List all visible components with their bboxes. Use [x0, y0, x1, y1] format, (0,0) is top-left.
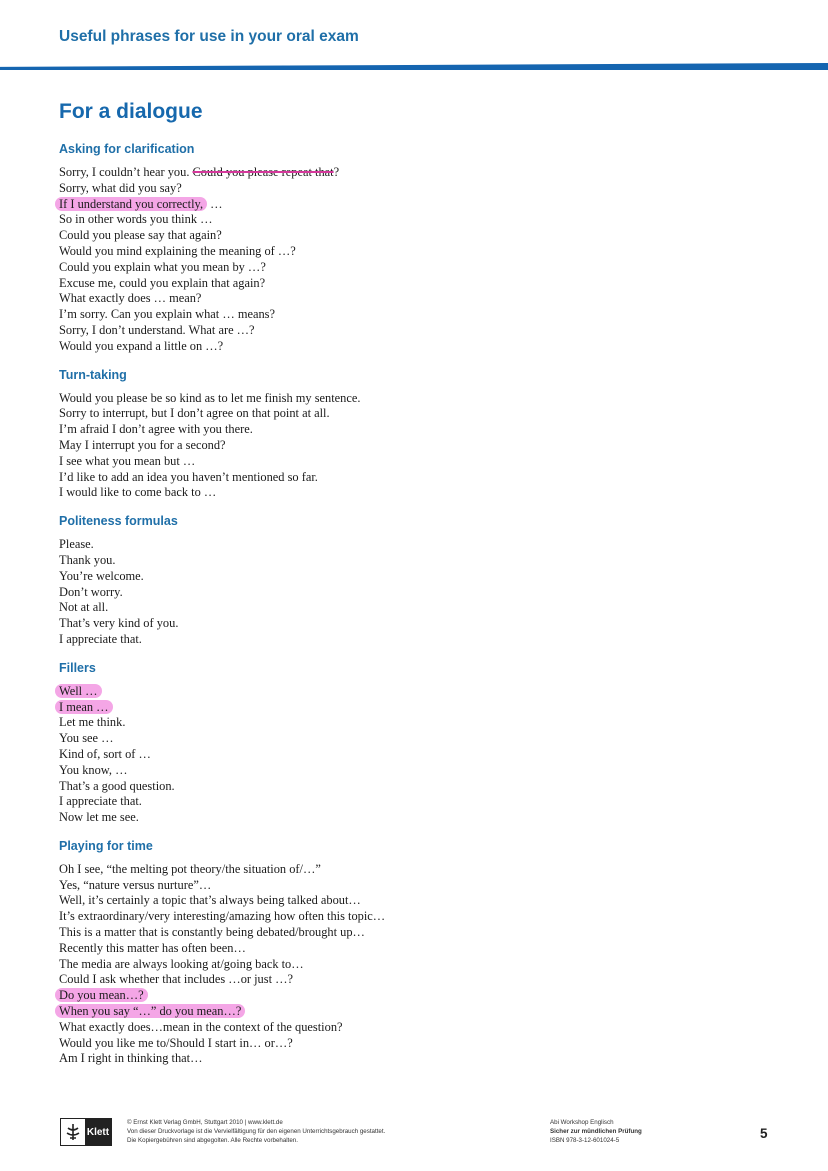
section-heading: Politeness formulas — [59, 514, 178, 529]
phrase-item — [59, 470, 619, 486]
phrase-text: I see what you mean but … — [59, 453, 196, 468]
phrase-item — [59, 1004, 619, 1020]
phrase-item — [59, 600, 619, 616]
book-title: Sicher zur mündlichen Prüfung — [550, 1128, 642, 1135]
phrase-item — [59, 862, 619, 878]
page-number: 5 — [760, 1126, 768, 1141]
page-title: For a dialogue — [59, 100, 203, 123]
phrase-item — [59, 569, 619, 585]
phrase-item — [59, 165, 619, 181]
phrase-item — [59, 779, 619, 795]
phrase-item — [59, 700, 619, 716]
phrase-item — [59, 632, 619, 648]
phrase-item — [59, 763, 619, 779]
phrase-text: This is a matter that is constantly being debated/brought up… — [59, 925, 365, 940]
phrase-item — [59, 731, 619, 747]
klett-logo-icon — [61, 1119, 85, 1145]
phrase-item — [59, 454, 619, 470]
phrase-item — [59, 1051, 619, 1067]
phrase-item — [59, 537, 619, 553]
header-rule — [0, 63, 828, 70]
phrase-text: I would like to come back to … — [59, 485, 217, 500]
phrase-text: I’m afraid I don’t agree with you there. — [59, 422, 253, 437]
phrase-item — [59, 438, 619, 454]
phrase-list — [59, 684, 619, 826]
phrase-text: May I interrupt you for a second? — [59, 437, 226, 452]
phrase-item — [59, 1020, 619, 1036]
phrase-text: You see … — [59, 731, 114, 746]
phrase-text: I appreciate that. — [59, 794, 142, 809]
highlighted-text: When you say “…” do you mean…? — [55, 1004, 245, 1018]
phrase-item — [59, 957, 619, 973]
phrase-text: Yes, “nature versus nurture”… — [59, 877, 212, 892]
phrase-text: Sorry, what did you say? — [59, 180, 182, 195]
phrase-text: Could you please say that again? — [59, 228, 222, 243]
phrase-item — [59, 323, 619, 339]
book-isbn: ISBN 978-3-12-601024-5 — [550, 1137, 620, 1144]
phrase-text: Would you mind explaining the meaning of …? — [59, 243, 296, 258]
phrase-item — [59, 747, 619, 763]
phrase-item — [59, 291, 619, 307]
phrase-item — [59, 585, 619, 601]
publisher-logo — [60, 1118, 112, 1146]
phrase-text: Well, it’s certainly a topic that’s always being talked about… — [59, 893, 361, 908]
phrase-list — [59, 862, 619, 1067]
phrase-text: Would you expand a little on …? — [59, 338, 224, 353]
phrase-text: Excuse me, could you explain that again? — [59, 275, 266, 290]
phrase-item — [59, 244, 619, 260]
phrase-item — [59, 715, 619, 731]
phrase-text: I appreciate that. — [59, 631, 142, 646]
phrase-text: That’s a good question. — [59, 778, 175, 793]
phrase-text: Could you explain what you mean by …? — [59, 259, 266, 274]
phrase-text: … — [207, 196, 223, 211]
phrase-item — [59, 878, 619, 894]
phrase-item — [59, 276, 619, 292]
phrase-text: Would you please be so kind as to let me finish my sentence. — [59, 390, 361, 405]
phrase-text: Now let me see. — [59, 810, 139, 825]
phrase-item — [59, 391, 619, 407]
section-heading: Fillers — [59, 660, 96, 675]
phrase-text: Would you like me to/Should I start in… or…? — [59, 1035, 293, 1050]
phrase-item — [59, 339, 619, 355]
phrase-list — [59, 537, 619, 648]
phrase-item — [59, 406, 619, 422]
phrase-text: The media are always looking at/going back to… — [59, 956, 304, 971]
phrase-text: Could I ask whether that includes …or just …? — [59, 972, 294, 987]
phrase-text: Please. — [59, 537, 94, 552]
phrase-item — [59, 810, 619, 826]
phrase-text: That’s very kind of you. — [59, 616, 179, 631]
phrase-text: Sorry to interrupt, but I don’t agree on that point at all. — [59, 406, 330, 421]
phrase-item — [59, 228, 619, 244]
phrase-list — [59, 165, 619, 355]
phrase-sections — [59, 141, 619, 1079]
copyright-line: © Ernst Klett Verlag GmbH, Stuttgart 2010 | www.klett.de — [127, 1119, 283, 1126]
phrase-item — [59, 1036, 619, 1052]
logo-wordmark: Klett — [85, 1119, 111, 1145]
phrase-item — [59, 988, 619, 1004]
phrase-item — [59, 307, 619, 323]
phrase-text: What exactly does…mean in the context of the question? — [59, 1019, 343, 1034]
phrase-item — [59, 197, 619, 213]
book-series: Abi Workshop Englisch — [550, 1119, 614, 1126]
phrase-item — [59, 909, 619, 925]
highlighted-text: I mean … — [55, 700, 113, 714]
phrase-text: So in other words you think … — [59, 212, 213, 227]
phrase-text: I’d like to add an idea you haven’t mentioned so far. — [59, 469, 318, 484]
phrase-text: ? — [333, 165, 340, 179]
page-footer — [0, 1116, 828, 1156]
copyright-notice — [127, 1118, 385, 1145]
phrase-item — [59, 684, 619, 700]
phrase-text: I’m sorry. Can you explain what … means? — [59, 307, 275, 322]
phrase-text: Don’t worry. — [59, 584, 123, 599]
phrase-text: What exactly does … mean? — [59, 291, 202, 306]
phrase-text: It’s extraordinary/very interesting/amazing how often this topic… — [59, 909, 386, 924]
phrase-text: Am I right in thinking that… — [59, 1051, 203, 1066]
phrase-text: Recently this matter has often been… — [59, 940, 246, 955]
book-info — [550, 1118, 642, 1145]
phrase-item — [59, 212, 619, 228]
phrase-text: Let me think. — [59, 715, 126, 730]
running-header: Useful phrases for use in your oral exam — [59, 28, 359, 45]
phrase-text: Oh I see, “the melting pot theory/the situation of/…” — [59, 861, 321, 876]
phrase-text: Sorry, I couldn’t hear you. — [59, 165, 193, 179]
phrase-item — [59, 893, 619, 909]
section-heading: Playing for time — [59, 838, 153, 853]
phrase-text: You know, … — [59, 762, 128, 777]
highlighted-text: Do you mean…? — [55, 988, 148, 1002]
phrase-item — [59, 553, 619, 569]
copyright-line: Von dieser Druckvorlage ist die Vervielfältigung für den eigenen Unterrichtsgebrauch gestattet. — [127, 1128, 386, 1135]
phrase-item — [59, 485, 619, 501]
phrase-text: Kind of, sort of … — [59, 746, 151, 761]
phrase-text: Not at all. — [59, 600, 109, 615]
phrase-text: Sorry, I don’t understand. What are …? — [59, 322, 255, 337]
struck-text: Could you please repeat that — [192, 165, 334, 179]
phrase-item — [59, 925, 619, 941]
phrase-item — [59, 260, 619, 276]
phrase-item — [59, 422, 619, 438]
highlighted-text: Well … — [55, 684, 102, 698]
phrase-item — [59, 616, 619, 632]
phrase-text: Thank you. — [59, 552, 116, 567]
copyright-line: Die Kopiergebühren sind abgegolten. Alle Rechte vorbehalten. — [127, 1137, 298, 1144]
section-heading: Turn-taking — [59, 367, 127, 382]
phrase-text: You’re welcome. — [59, 568, 144, 583]
phrase-item — [59, 794, 619, 810]
phrase-item — [59, 181, 619, 197]
highlighted-text: If I understand you correctly, — [55, 197, 207, 211]
phrase-item — [59, 972, 619, 988]
section-heading: Asking for clarification — [59, 142, 195, 156]
phrase-item — [59, 941, 619, 957]
phrase-list — [59, 391, 619, 502]
